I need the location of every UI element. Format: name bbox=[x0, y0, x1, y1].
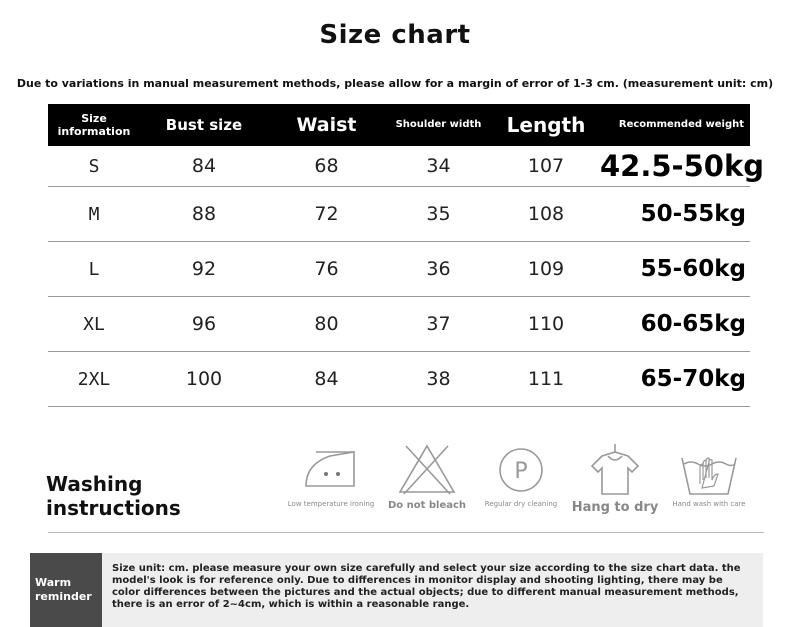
page-title: Size chart bbox=[319, 20, 471, 50]
table-row bbox=[48, 297, 750, 352]
cell-weight: 65-70kg bbox=[640, 366, 746, 392]
table-row bbox=[48, 146, 764, 187]
cell-weight: 60-65kg bbox=[640, 311, 746, 337]
cell-length: 108 bbox=[527, 203, 565, 225]
wash-item-dry-clean bbox=[476, 440, 566, 508]
wash-item-no-bleach bbox=[382, 440, 472, 511]
reminder-text: Size unit: cm. please measure your own size carefully and select your size according to the size chart data. the model's look is for reference only. Due to differences in monitor display and shooting lighting, there may be color differences between the pictures and the actual objects; due to different manual measurement methods, there is an error of 2~4cm, which is within a reasonable range. bbox=[112, 563, 741, 610]
hand-wash-icon bbox=[674, 440, 744, 498]
cell-waist: 72 bbox=[314, 203, 339, 225]
cell-waist: 84 bbox=[314, 368, 339, 390]
header-bust-size: Bust size bbox=[165, 116, 243, 134]
table-row bbox=[48, 242, 750, 297]
cell-length: 109 bbox=[527, 258, 565, 280]
header-recommended-weight: Recommended weight bbox=[618, 119, 744, 130]
cell-size: L bbox=[88, 258, 100, 280]
size-table bbox=[48, 104, 764, 407]
wash-item-hang-dry bbox=[570, 440, 660, 515]
cell-waist: 80 bbox=[314, 313, 339, 335]
wash-label-hang-dry: Hang to dry bbox=[571, 500, 659, 515]
measurement-note: Due to variations in manual measurement methods, please allow for a margin of error of 1-3 cm. (measurement unit: cm) bbox=[16, 77, 774, 90]
cell-size: M bbox=[88, 203, 100, 225]
cell-shoulder: 36 bbox=[426, 258, 451, 280]
cell-bust: 100 bbox=[185, 368, 223, 390]
cell-weight: 42.5-50kg bbox=[600, 149, 764, 183]
section-divider bbox=[48, 532, 764, 533]
header-size-information: Size information bbox=[57, 112, 131, 138]
cell-bust: 92 bbox=[191, 258, 217, 280]
dry-clean-icon bbox=[486, 440, 556, 498]
cell-bust: 96 bbox=[191, 313, 217, 335]
cell-bust: 88 bbox=[191, 203, 217, 225]
cell-waist: 68 bbox=[314, 155, 339, 177]
header-length: Length bbox=[506, 113, 586, 137]
cell-weight: 55-60kg bbox=[640, 256, 746, 282]
washing-title-line1: Washing bbox=[46, 472, 143, 496]
table-row bbox=[48, 352, 750, 407]
cell-length: 111 bbox=[527, 368, 565, 390]
cell-weight: 50-55kg bbox=[640, 201, 746, 227]
washing-icons bbox=[286, 440, 756, 520]
table-row bbox=[48, 187, 750, 242]
wash-label-no-bleach: Do not bleach bbox=[387, 500, 467, 511]
cell-shoulder: 37 bbox=[426, 313, 451, 335]
washing-title-line2: instructions bbox=[46, 496, 181, 520]
cell-size: S bbox=[88, 155, 100, 177]
cell-bust: 84 bbox=[191, 155, 217, 177]
reminder-label bbox=[30, 553, 102, 627]
wash-label-hand-wash: Hand wash with care bbox=[672, 500, 746, 508]
wash-item-iron bbox=[286, 440, 376, 508]
svg-text:P: P bbox=[514, 459, 528, 484]
wash-label-iron: Low temperature ironing bbox=[287, 500, 375, 508]
cell-length: 107 bbox=[527, 155, 565, 177]
cell-shoulder: 34 bbox=[426, 155, 451, 177]
iron-icon bbox=[296, 440, 366, 498]
cell-size: XL bbox=[83, 313, 105, 335]
reminder-label-line2: reminder bbox=[35, 590, 92, 603]
cell-shoulder: 38 bbox=[426, 368, 451, 390]
hang-dry-icon bbox=[580, 440, 650, 498]
cell-size: 2XL bbox=[77, 368, 111, 390]
washing-title bbox=[46, 472, 181, 520]
cell-length: 110 bbox=[527, 313, 565, 335]
cell-shoulder: 35 bbox=[426, 203, 451, 225]
no-bleach-icon bbox=[392, 440, 462, 498]
cell-waist: 76 bbox=[314, 258, 339, 280]
header-waist: Waist bbox=[296, 114, 357, 136]
table-header bbox=[48, 104, 750, 146]
wash-label-dry-clean: Regular dry cleaning bbox=[484, 500, 558, 508]
warm-reminder bbox=[30, 553, 763, 627]
header-shoulder-width: Shoulder width bbox=[395, 119, 482, 130]
wash-item-hand-wash bbox=[664, 440, 754, 508]
reminder-label-line1: Warm bbox=[35, 576, 72, 589]
